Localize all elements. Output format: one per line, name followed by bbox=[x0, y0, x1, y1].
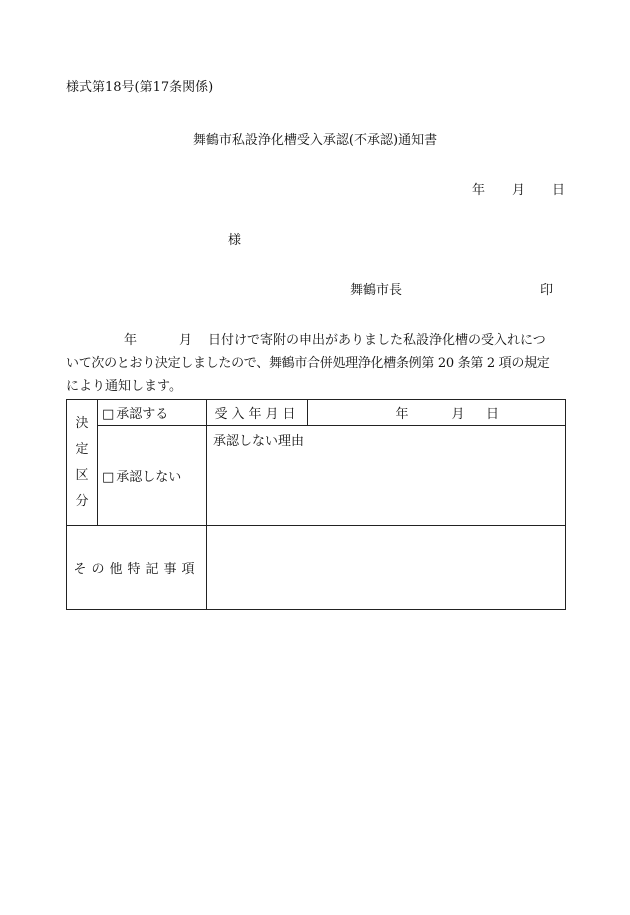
approve-checkbox[interactable]: □ bbox=[102, 407, 115, 422]
receive-day-label: 日 bbox=[485, 407, 499, 422]
decision-category-label bbox=[67, 400, 98, 526]
addressee-suffix: 様 bbox=[228, 233, 242, 248]
date-day-label: 日 bbox=[552, 183, 566, 198]
decision-char: 決 bbox=[75, 415, 89, 431]
decision-char: 分 bbox=[75, 493, 89, 509]
body-line-1-text: 日付けで寄附の申出がありました私設浄化槽の受入れにつ bbox=[208, 333, 546, 348]
notice-date bbox=[472, 179, 565, 198]
reject-option[interactable] bbox=[98, 426, 207, 526]
decision-char: 区 bbox=[75, 467, 89, 483]
body-month-label: 月 bbox=[179, 333, 193, 348]
reject-label: 承認しない bbox=[116, 470, 182, 485]
approve-option[interactable] bbox=[98, 400, 207, 426]
issuer-name: 舞鶴市長 bbox=[350, 283, 403, 298]
approve-label: 承認する bbox=[116, 407, 169, 422]
receive-year-label: 年 bbox=[395, 407, 409, 422]
receive-date-field[interactable] bbox=[308, 400, 566, 426]
receive-month-label: 月 bbox=[451, 407, 465, 422]
body-year-label: 年 bbox=[124, 333, 138, 348]
decision-table bbox=[66, 399, 566, 610]
reject-checkbox[interactable]: □ bbox=[102, 470, 115, 485]
reject-reason-label: 承認しない理由 bbox=[213, 434, 305, 449]
seal-mark: 印 bbox=[540, 283, 554, 298]
date-month-label: 月 bbox=[512, 183, 526, 198]
date-year-label: 年 bbox=[472, 183, 486, 198]
document-title: 舞鶴市私設浄化槽受入承認(不承認)通知書 bbox=[192, 133, 438, 148]
body-line-1 bbox=[66, 329, 566, 352]
form-number: 様式第18号(第17条関係) bbox=[66, 80, 214, 95]
notice-body bbox=[66, 329, 566, 398]
body-line-2: いて次のとおり決定しましたので、舞鶴市合併処理浄化槽条例第 20 条第 2 項の規定 bbox=[66, 356, 550, 371]
other-notes-field[interactable] bbox=[207, 526, 566, 610]
decision-char: 定 bbox=[75, 441, 89, 457]
body-line-3: により通知します。 bbox=[66, 379, 182, 394]
other-notes-label: その他特記事項 bbox=[67, 526, 207, 610]
reject-reason-field[interactable] bbox=[207, 426, 566, 526]
receive-date-label: 受入年月日 bbox=[207, 400, 308, 426]
